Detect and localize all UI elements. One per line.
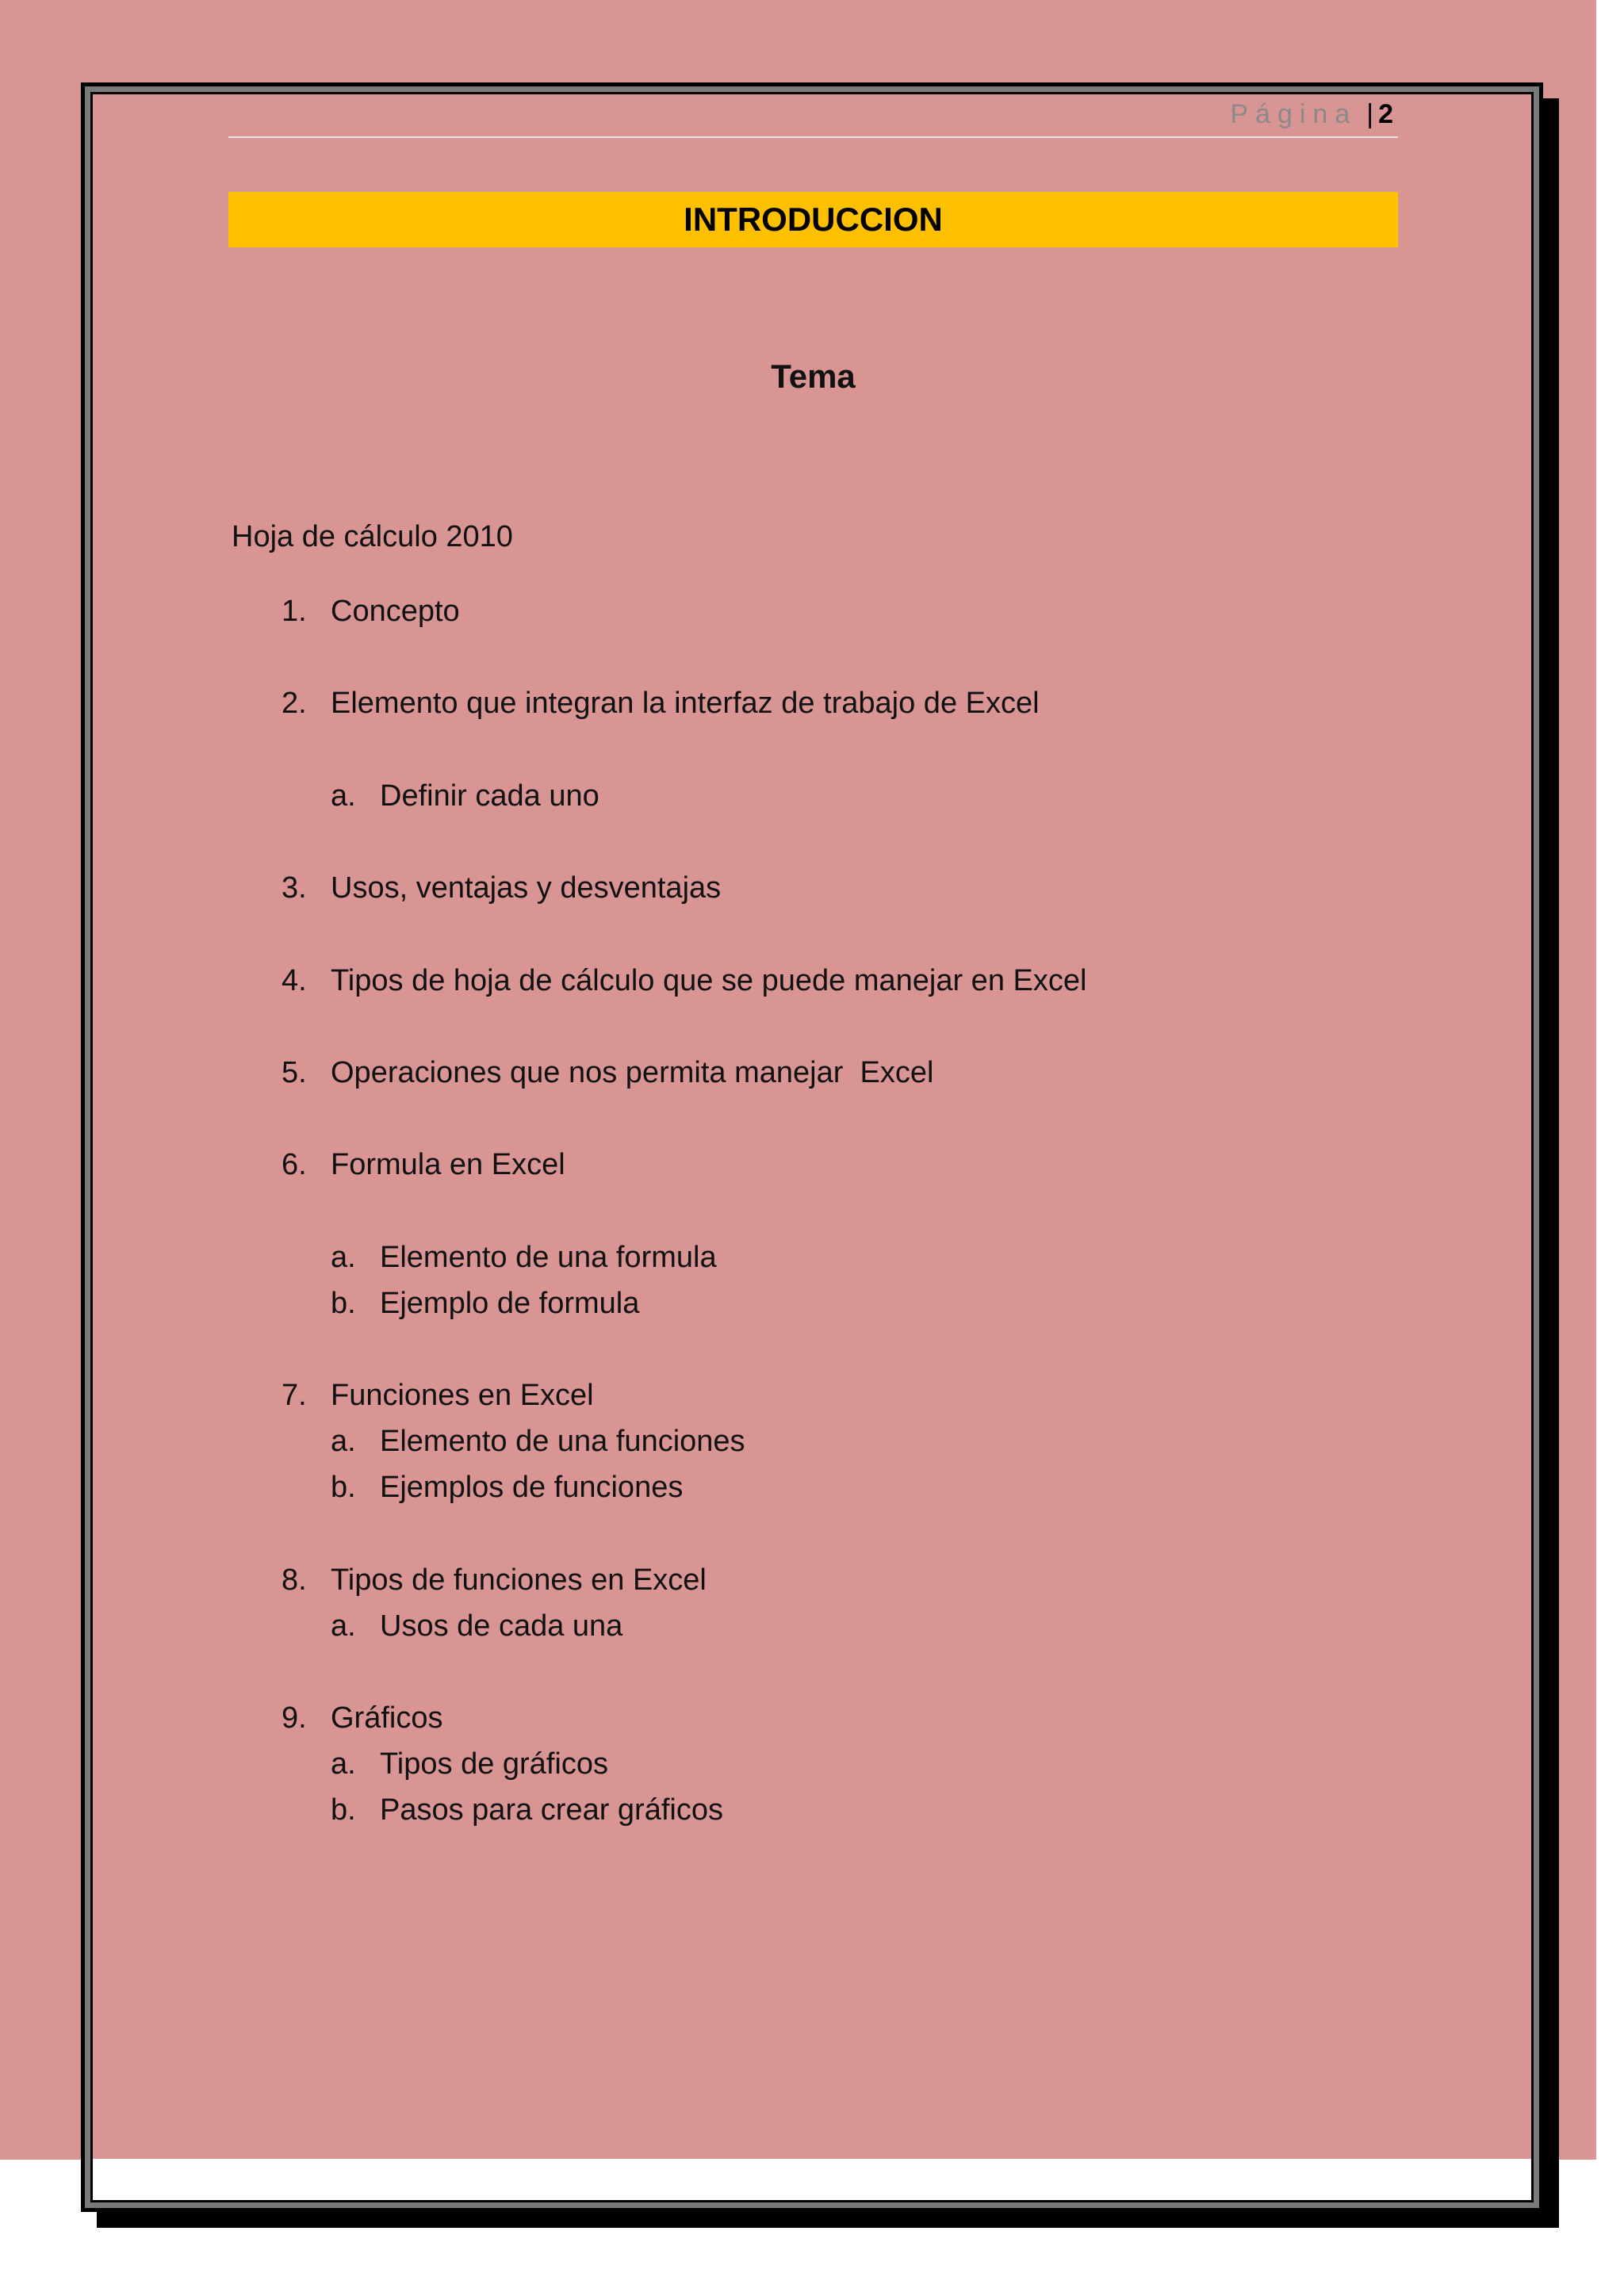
sub-list-item-text: Ejemplos de funciones xyxy=(380,1471,684,1504)
list-item-text: Funciones en Excel xyxy=(331,1379,594,1412)
page-header xyxy=(228,97,1398,138)
list-item-text: Operaciones que nos permita manejar Excel xyxy=(331,1056,934,1089)
sub-list-marker: b. xyxy=(331,1793,356,1827)
list-marker: 1. xyxy=(282,595,307,628)
sub-list-item-text: Usos de cada una xyxy=(380,1609,623,1643)
sub-list-marker: a. xyxy=(331,1241,356,1274)
sub-list-item-text: Ejemplo de formula xyxy=(380,1287,640,1320)
sub-list-marker: b. xyxy=(331,1287,356,1320)
list-item-text: Elemento que integran la interfaz de trabajo de Excel xyxy=(331,687,1040,720)
sub-list-marker: a. xyxy=(331,1609,356,1643)
sub-list-item-text: Elemento de una formula xyxy=(380,1241,717,1274)
page-label: Página xyxy=(1230,99,1358,129)
list-marker: 6. xyxy=(282,1148,307,1181)
list-marker: 3. xyxy=(282,871,307,905)
page-separator: | xyxy=(1366,99,1374,129)
sub-list-item-text: Elemento de una funciones xyxy=(380,1425,745,1458)
list-item-text: Gráficos xyxy=(331,1701,443,1735)
page-number-indicator xyxy=(1230,98,1393,130)
theme-heading: Tema xyxy=(771,358,856,395)
list-marker: 4. xyxy=(282,964,307,997)
sub-list-item-text: Tipos de gráficos xyxy=(380,1747,608,1781)
sub-list-marker: a. xyxy=(331,779,356,813)
list-item-text: Concepto xyxy=(331,595,460,628)
page-title: INTRODUCCION xyxy=(684,201,943,238)
page-border-inner xyxy=(90,92,1534,2202)
subject-line: Hoja de cálculo 2010 xyxy=(232,520,513,553)
sub-list-item-text: Pasos para crear gráficos xyxy=(380,1793,723,1827)
list-item-text: Usos, ventajas y desventajas xyxy=(331,871,722,905)
page-bottom-strip xyxy=(93,2159,1531,2200)
sub-list-marker: a. xyxy=(331,1747,356,1781)
list-item-text: Tipos de hoja de cálculo que se puede manejar en Excel xyxy=(331,964,1087,997)
list-marker: 9. xyxy=(282,1701,307,1735)
sub-list-marker: b. xyxy=(331,1471,356,1504)
list-marker: 8. xyxy=(282,1563,307,1597)
list-marker: 2. xyxy=(282,687,307,720)
list-marker: 5. xyxy=(282,1056,307,1089)
list-item-text: Formula en Excel xyxy=(331,1148,565,1181)
list-item-text: Tipos de funciones en Excel xyxy=(331,1563,707,1597)
sub-list-marker: a. xyxy=(331,1425,356,1458)
page-number: 2 xyxy=(1378,99,1393,129)
title-banner xyxy=(228,192,1398,247)
list-marker: 7. xyxy=(282,1379,307,1412)
sub-list-item-text: Definir cada uno xyxy=(380,779,599,813)
